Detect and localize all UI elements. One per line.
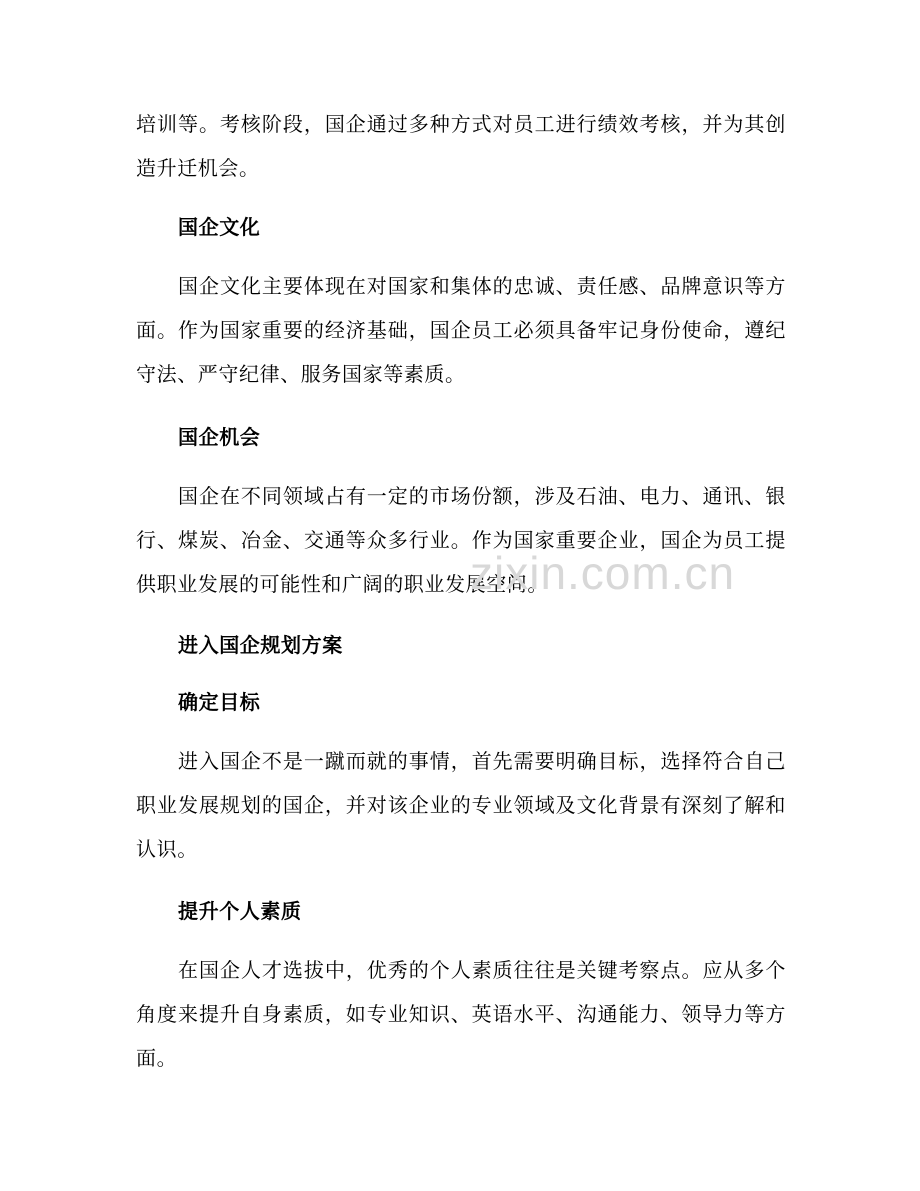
section-heading-set-goal: 确定目标 (178, 690, 261, 714)
section-heading-personal-quality: 提升个人素质 (178, 899, 302, 923)
paragraph-set-goal (136, 739, 786, 871)
paragraph-training-assessment (136, 102, 786, 190)
paragraph-text: 国企文化主要体现在对国家和集体的忠诚、责任感、品牌意识等方面。作为国家重要的经济基础，国企员工必须具备牢记身份使命，遵纪守法、严守纪律、服务国家等素质。 (136, 274, 786, 386)
section-heading-entry-plan: 进入国企规划方案 (178, 633, 343, 657)
paragraph-soe-opportunity (136, 474, 786, 606)
watermark: zixin.com.cn (470, 547, 736, 599)
paragraph-text: 在国企人才选拔中，优秀的个人素质往往是关键考察点。应从多个角度来提升自身素质，如专业知识、英语水平、沟通能力、领导力等方面。 (136, 958, 786, 1070)
paragraph-soe-culture (136, 264, 786, 396)
section-heading-soe-culture: 国企文化 (178, 215, 261, 239)
section-heading-soe-opportunity: 国企机会 (178, 425, 261, 449)
paragraph-personal-quality (136, 948, 786, 1080)
paragraph-text: 国企在不同领域占有一定的市场份额，涉及石油、电力、通讯、银行、煤炭、冶金、交通等众多行业。作为国家重要企业，国企为员工提供职业发展的可能性和广阔的职业发展空间。 (136, 484, 786, 596)
paragraph-text: 进入国企不是一蹴而就的事情，首先需要明确目标，选择符合自己职业发展规划的国企，并对该企业的专业领域及文化背景有深刻了解和认识。 (136, 749, 786, 861)
paragraph-text: 培训等。考核阶段，国企通过多种方式对员工进行绩效考核，并为其创造升迁机会。 (136, 112, 786, 180)
